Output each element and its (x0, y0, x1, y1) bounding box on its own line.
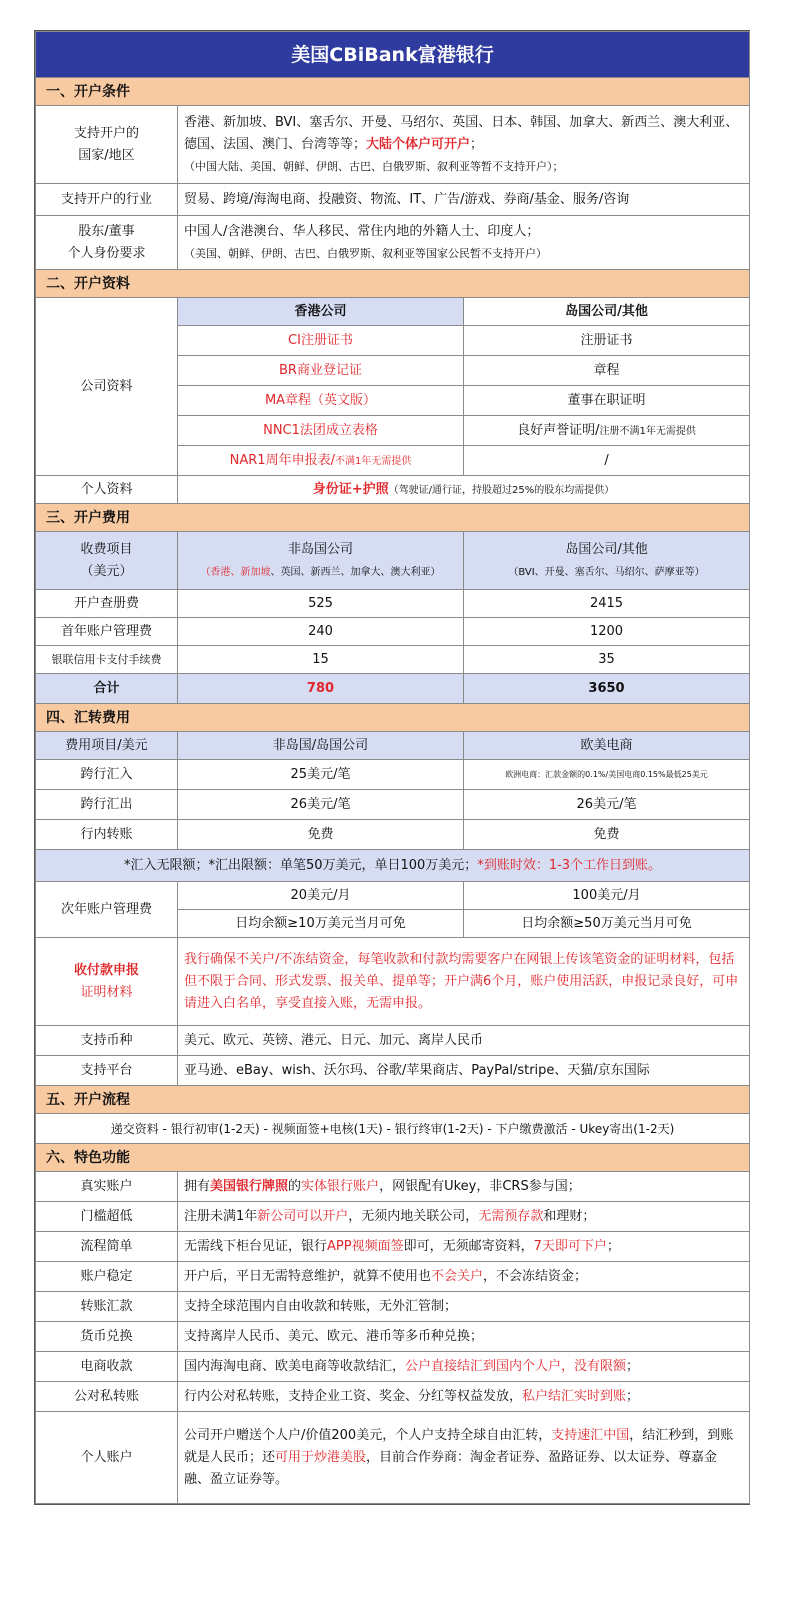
transfer-fee-a: 免费 (178, 820, 464, 850)
currency-text: 美元、欧元、英镑、港元、日元、加元、离岸人民币 (178, 1026, 750, 1056)
fee-island: 35 (464, 646, 750, 674)
personal-docs-cell (178, 476, 750, 504)
personal-docs-note: （驾驶证/通行证，持股超过25%的股东均需提供） (388, 484, 615, 496)
annual-fee-a: 20美元/月 (178, 882, 464, 910)
island-title: 岛国公司/其他 (565, 541, 648, 557)
feature-label: 门槛超低 (36, 1202, 178, 1232)
hk-doc-note: 不满1年无需提供 (334, 455, 412, 467)
feature-highlight: 美国银行牌照 (210, 1178, 289, 1194)
id-requirement-label: 股东/董事 个人身份要求 (36, 216, 178, 270)
feature-part: ； (626, 1358, 640, 1374)
transfer-row-label: 跨行汇入 (36, 760, 178, 790)
feature-label: 电商收款 (36, 1352, 178, 1382)
bank-account-info-sheet (34, 30, 750, 1505)
transfer-fee-b: 26美元/笔 (464, 790, 750, 820)
declaration-label: 收付款申报 (73, 962, 139, 978)
declaration-label-2: 证明材料 (80, 984, 133, 1000)
countries-cell (178, 106, 750, 184)
declaration-text: 我行确保不关户/不冻结资金，每笔收款和付款均需要客户在网银上传该笔资金的证明材料，包括但不限于合同、形式发票、报关单、提单等；开户满6个月，账户使用活跃，申报记录良好，可申请进入白名单，享受直接入账，无需申报。 (178, 938, 750, 1026)
non-island-note: 、英国、新西兰、加拿大、澳大利亚） (270, 566, 441, 578)
feature-text (178, 1382, 750, 1412)
personal-docs-label: 个人资料 (36, 476, 178, 504)
platform-text: 亚马逊、eBay、wish、沃尔玛、谷歌/苹果商店、PayPal/stripe、天猫/京东国际 (178, 1056, 750, 1086)
feature-text (178, 1172, 750, 1202)
countries-note: （中国大陆、美国、朝鲜、伊朗、古巴、白俄罗斯、叙利亚等暂不支持开户）； (184, 159, 564, 173)
feature-highlight: 可用于炒港美股 (275, 1449, 367, 1465)
industry-label: 支持开户的行业 (36, 184, 178, 216)
fee-total-island: 3650 (464, 674, 750, 704)
industry-text: 贸易、跨境/海淘电商、投融资、物流、IT、广告/游戏、券商/基金、服务/咨询 (178, 184, 750, 216)
transfer-fee-b: 欧洲电商：汇款金额的0.1%/美国电商0.15%最低25美元 (464, 760, 750, 790)
feature-text (178, 1232, 750, 1262)
island-note: （BVI、开曼、塞舌尔、马绍尔、萨摩亚等） (508, 566, 705, 578)
feature-highlight: 无需预存款 (478, 1208, 544, 1224)
fee-row-label: 首年账户管理费 (36, 618, 178, 646)
feature-text (178, 1412, 750, 1504)
hk-doc: CI注册证书 (178, 326, 464, 356)
transfer-item-label: 费用项目/美元 (36, 732, 178, 760)
feature-part: 拥有 (184, 1178, 211, 1194)
feature-label: 公对私转账 (36, 1382, 178, 1412)
island-doc: 注册证书 (464, 326, 750, 356)
transfer-row-label: 行内转账 (36, 820, 178, 850)
feature-text (178, 1202, 750, 1232)
section-heading-process: 五、开户流程 (36, 1086, 750, 1114)
annual-fee-label: 次年账户管理费 (36, 882, 178, 938)
feature-highlight: 实体银行账户 (301, 1178, 380, 1194)
transfer-fee-a: 26美元/笔 (178, 790, 464, 820)
section-heading-conditions: 一、开户条件 (36, 78, 750, 106)
non-island-title: 非岛国公司 (287, 541, 353, 557)
fee-island: 2415 (464, 590, 750, 618)
annual-fee-b: 100美元/月 (464, 882, 750, 910)
feature-label: 真实账户 (36, 1172, 178, 1202)
feature-label: 货币兑换 (36, 1322, 178, 1352)
transfer-limit-text: *汇入无限额；*汇出限额：单笔50万美元，单日100万美元； (123, 857, 478, 873)
feature-part: 即可，无须邮寄资料， (403, 1238, 534, 1254)
feature-highlight: 新公司可以开户 (257, 1208, 349, 1224)
process-flow: 递交资料 - 银行初审(1-2天) - 视频面签+电核(1天) - 银行终审(1-2天) - 下户缴费激活 - Ukey寄出(1-2天) (36, 1114, 750, 1144)
feature-highlight: 不会关户 (431, 1268, 484, 1284)
declaration-label-cell (36, 938, 178, 1026)
feature-part: 无需线下柜台见证，银行 (184, 1238, 328, 1254)
section-heading-features: 六、特色功能 (36, 1144, 750, 1172)
feature-part: ； (606, 1238, 620, 1254)
feature-highlight: 私户结汇实时到账 (522, 1388, 627, 1404)
hk-doc-cell (178, 446, 464, 476)
feature-label: 转账汇款 (36, 1292, 178, 1322)
id-requirement-text: 中国人/含港澳台、华人移民、常住内地的外籍人士、印度人； (184, 223, 540, 239)
feature-text: 支持全球范围内自由收款和转账，无外汇管制； (178, 1292, 750, 1322)
feature-part: 注册未满1年 (184, 1208, 258, 1224)
island-doc-cell (464, 416, 750, 446)
island-doc-note: 注册不满1年无需提供 (599, 425, 696, 437)
feature-part: 和理财； (543, 1208, 596, 1224)
feature-part: 的 (288, 1178, 302, 1194)
transfer-fee-b: 免费 (464, 820, 750, 850)
feature-part: 开户后，平日无需特意维护，就算不使用也 (184, 1268, 432, 1284)
feature-part: ，网银配有Ukey，非CRS参与国； (379, 1178, 581, 1194)
countries-text: 香港、新加坡、BVI、塞舌尔、开曼、马绍尔、英国、日本、韩国、加拿大、新西兰、澳大利亚、德国、法国、澳门、台湾等等； (184, 114, 739, 152)
section-heading-documents: 二、开户资料 (36, 270, 750, 298)
col-hk-company: 香港公司 (178, 298, 464, 326)
fee-non-island: 15 (178, 646, 464, 674)
feature-part: ，无须内地关联公司， (348, 1208, 479, 1224)
fee-item-label: 收费项目 （美元） (36, 532, 178, 590)
platform-label: 支持平台 (36, 1056, 178, 1086)
section-heading-fees: 三、开户费用 (36, 504, 750, 532)
hk-doc: NAR1周年申报表/ (229, 452, 335, 468)
hk-doc: NNC1法团成立表格 (178, 416, 464, 446)
feature-highlight: 7天即可下户 (533, 1238, 607, 1254)
hk-doc: MA章程（英文版） (178, 386, 464, 416)
fee-row-label: 开户查册费 (36, 590, 178, 618)
transfer-col-b: 欧美电商 (464, 732, 750, 760)
island-doc: 章程 (464, 356, 750, 386)
feature-part: ； (626, 1388, 640, 1404)
countries-end: ； (470, 136, 484, 152)
transfer-fee-a: 25美元/笔 (178, 760, 464, 790)
currency-label: 支持币种 (36, 1026, 178, 1056)
transfer-arrival-time: *到账时效：1-3个工作日到账。 (477, 857, 662, 873)
feature-label: 流程简单 (36, 1232, 178, 1262)
feature-part: 公司开户赠送个人户/价值200美元，个人户支持全球自由汇转， (184, 1427, 552, 1443)
annual-fee-waiver-a: 日均余额≥10万美元当月可免 (178, 910, 464, 938)
fee-row-label: 银联信用卡支付手续费 (36, 646, 178, 674)
fee-total-label: 合计 (36, 674, 178, 704)
feature-label: 账户稳定 (36, 1262, 178, 1292)
feature-highlight: 支持速汇中国 (551, 1427, 630, 1443)
hk-doc: BR商业登记证 (178, 356, 464, 386)
col-island-company: 岛国公司/其他 (464, 298, 750, 326)
annual-fee-waiver-b: 日均余额≥50万美元当月可免 (464, 910, 750, 938)
fee-non-island: 240 (178, 618, 464, 646)
feature-highlight: APP视频面签 (327, 1238, 404, 1254)
non-island-header (178, 532, 464, 590)
info-table (35, 31, 750, 1504)
feature-part: ，结汇秒到，到账就是人民币；还 (184, 1427, 734, 1465)
transfer-row-label: 跨行汇出 (36, 790, 178, 820)
fee-total-non-island: 780 (178, 674, 464, 704)
feature-label: 个人账户 (36, 1412, 178, 1504)
fee-island: 1200 (464, 618, 750, 646)
feature-part: ，目前合作券商：淘金者证券、盈路证券、以太证券、尊嘉金融、盈立证券等。 (184, 1449, 718, 1487)
feature-highlight: 公户直接结汇到国内个人户，没有限额 (405, 1358, 627, 1374)
feature-text (178, 1352, 750, 1382)
fee-non-island: 525 (178, 590, 464, 618)
company-docs-label: 公司资料 (36, 298, 178, 476)
feature-text: 支持离岸人民币、美元、欧元、港币等多币种兑换； (178, 1322, 750, 1352)
countries-label: 支持开户的 国家/地区 (36, 106, 178, 184)
feature-part: ，不会冻结资金； (483, 1268, 588, 1284)
non-island-note-highlight: （香港、新加坡 (200, 566, 271, 578)
section-heading-transfer-fees: 四、汇转费用 (36, 704, 750, 732)
island-doc: / (464, 446, 750, 476)
island-doc: 董事在职证明 (464, 386, 750, 416)
island-header (464, 532, 750, 590)
id-requirement-note: （美国、朝鲜、伊朗、古巴、白俄罗斯、叙利亚等国家公民暂不支持开户） (184, 246, 547, 260)
transfer-col-a: 非岛国/岛国公司 (178, 732, 464, 760)
countries-highlight: 大陆个体户可开户 (366, 136, 471, 152)
id-requirement-cell (178, 216, 750, 270)
island-doc: 良好声誉证明/ (517, 422, 600, 438)
feature-part: 行内公对私转账，支持企业工资、奖金、分红等权益发放， (184, 1388, 523, 1404)
page-title: 美国CBiBank富港银行 (36, 32, 750, 78)
transfer-limit-cell (36, 850, 750, 882)
personal-docs-required: 身份证+护照 (312, 481, 389, 497)
feature-text (178, 1262, 750, 1292)
feature-part: 国内海淘电商、欧美电商等收款结汇， (184, 1358, 406, 1374)
